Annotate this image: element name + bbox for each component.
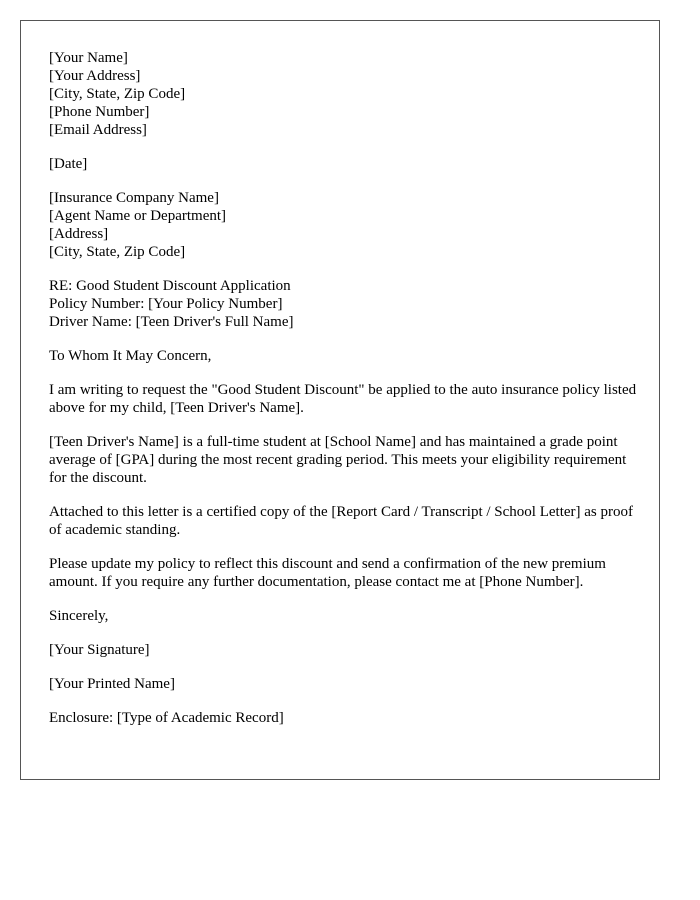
body-paragraph-3: Attached to this letter is a certified copy of the [Report Card / Transcript / School Letter] as proof of academic standing. — [49, 504, 634, 538]
sender-phone: [Phone Number] — [49, 104, 150, 120]
closing: Sincerely, — [49, 608, 109, 624]
enclosure-line: Enclosure: [Type of Academic Record] — [49, 710, 284, 726]
recipient-agent: [Agent Name or Department] — [49, 208, 227, 224]
signature-placeholder: [Your Signature] — [49, 642, 150, 658]
sender-address: [Your Address] — [49, 68, 141, 84]
body-paragraph-1: I am writing to request the "Good Student Discount" be applied to the auto insurance policy listed above for my child, [Teen Driver's Name]. — [49, 382, 637, 416]
sender-block — [49, 49, 639, 139]
recipient-block — [49, 189, 639, 261]
sender-city-state-zip: [City, State, Zip Code] — [49, 86, 186, 102]
sender-name: [Your Name] — [49, 50, 128, 66]
body-paragraph-4: Please update my policy to reflect this discount and send a confirmation of the new premium amount. If you require any further documentation, please contact me at [Phone Number]. — [49, 556, 606, 590]
recipient-address: [Address] — [49, 226, 109, 242]
subject-line: RE: Good Student Discount Application — [49, 278, 291, 294]
letter-date: [Date] — [49, 156, 88, 172]
date-block — [49, 155, 639, 173]
letter-page — [20, 20, 660, 780]
reference-block — [49, 277, 639, 331]
salutation: To Whom It May Concern, — [49, 348, 212, 364]
recipient-company: [Insurance Company Name] — [49, 190, 219, 206]
letter-content — [49, 49, 639, 743]
body-paragraph-2: [Teen Driver's Name] is a full-time student at [School Name] and has maintained a grade point average of [GPA] during the most recent grading period. This meets your eligibility requirement for the discount. — [49, 434, 627, 486]
driver-name-line: Driver Name: [Teen Driver's Full Name] — [49, 314, 294, 330]
policy-number-line: Policy Number: [Your Policy Number] — [49, 296, 283, 312]
sender-email: [Email Address] — [49, 122, 147, 138]
recipient-city-state-zip: [City, State, Zip Code] — [49, 244, 186, 260]
printed-name: [Your Printed Name] — [49, 676, 175, 692]
